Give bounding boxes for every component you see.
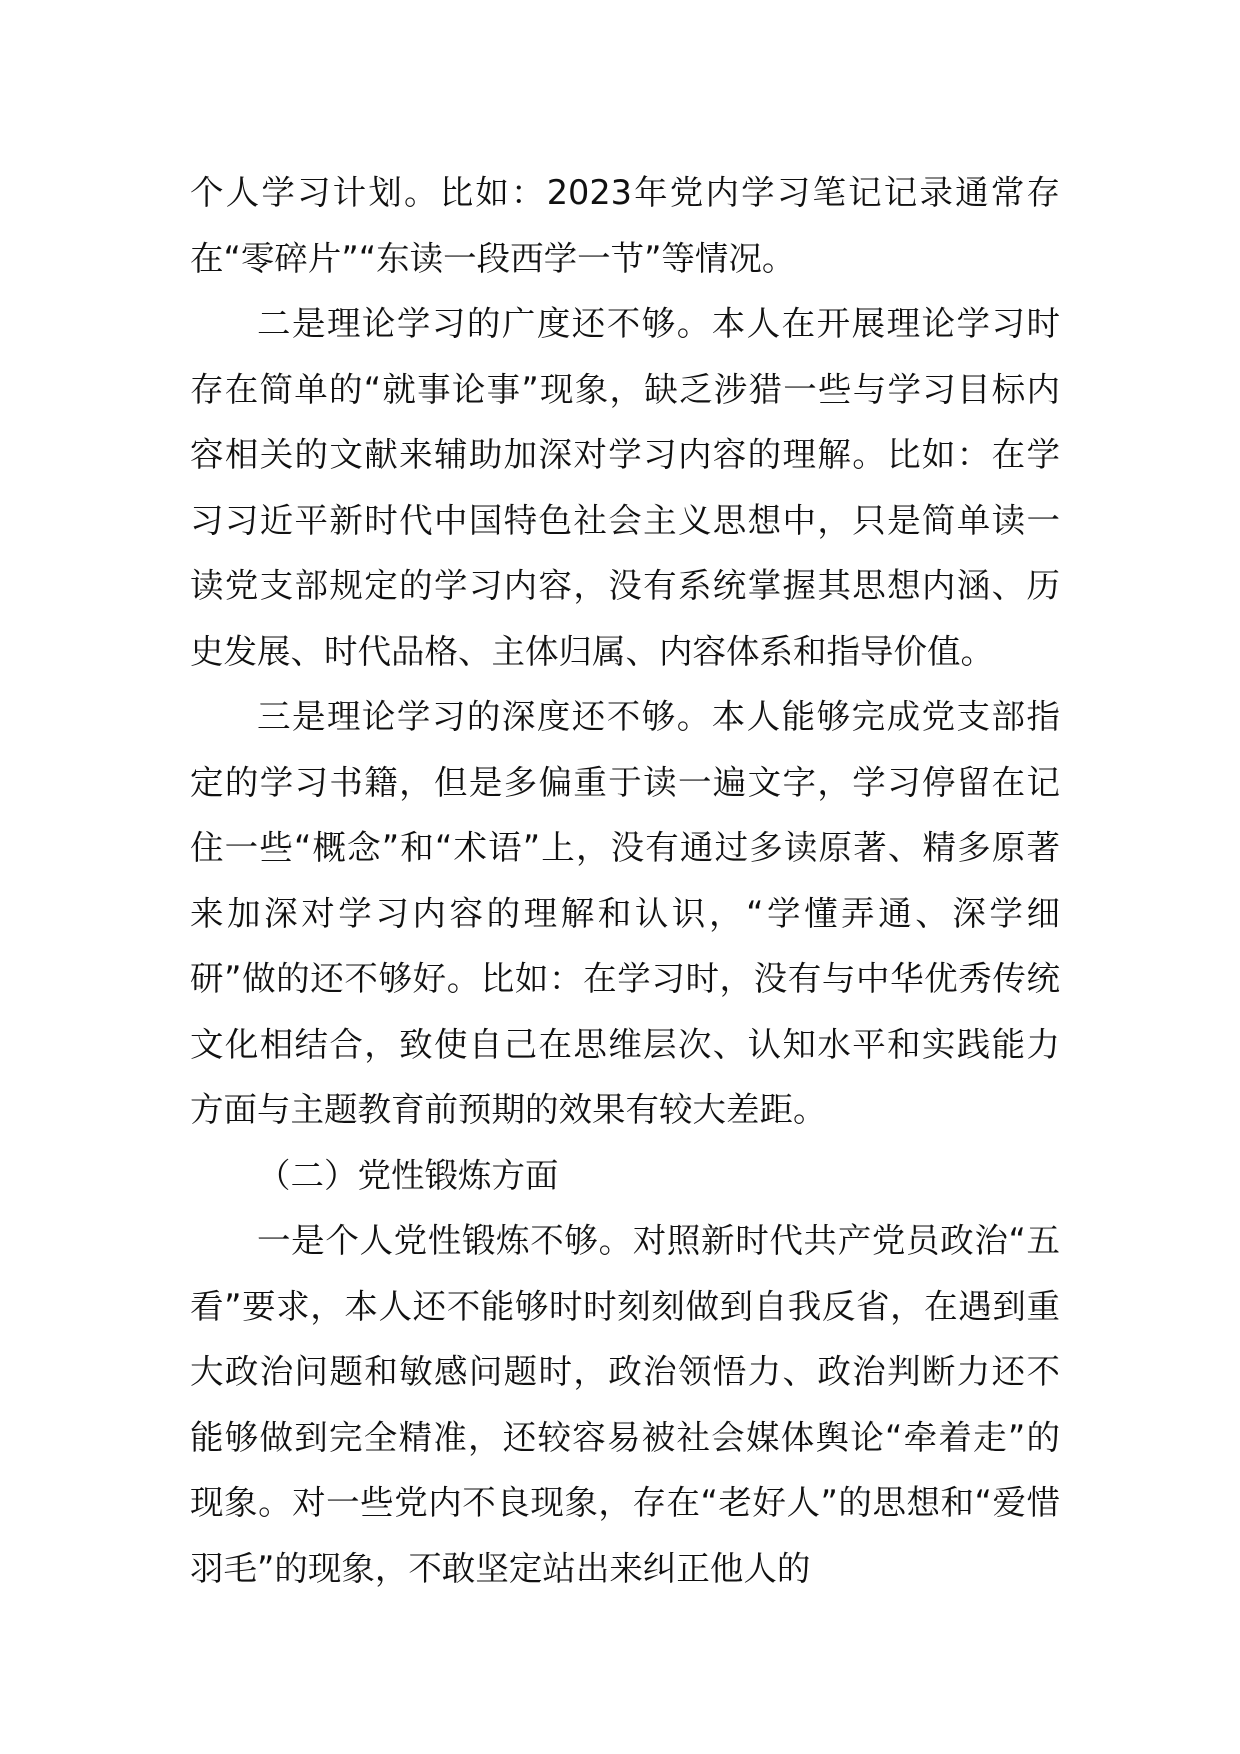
document-page bbox=[190, 160, 1060, 1601]
paragraph-party-spirit-training: 一是个人党性锻炼不够。对照新时代共产党员政治“五看”要求，本人还不能够时时刻刻做到自我反省，在遇到重大政治问题和敏感问题时，政治领悟力、政治判断力还不能够做到完全精准，还较容易被社会媒体舆论“牵着走”的现象。对一些党内不良现象，存在“老好人”的思想和“爱惜羽毛”的现象，不敢坚定站出来纠正他人的 bbox=[190, 1221, 1060, 1588]
paragraph-breadth-of-study: 二是理论学习的广度还不够。本人在开展理论学习时存在简单的“就事论事”现象，缺乏涉猎一些与学习目标内容相关的文献来辅助加深对学习内容的理解。比如：在学习习近平新时代中国特色社会主义思想中，只是简单读一读党支部规定的学习内容，没有系统掌握其思想内涵、历史发展、时代品格、主体归属、内容体系和指导价值。 bbox=[190, 304, 1060, 671]
section-heading-party-spirit: （二）党性锻炼方面 bbox=[257, 1155, 559, 1195]
paragraph-continuation: 个人学习计划。比如：2023年党内学习笔记记录通常存在“零碎片”“东读一段西学一节”等情况。 bbox=[190, 173, 1060, 278]
paragraph-depth-of-study: 三是理论学习的深度还不够。本人能够完成党支部指定的学习书籍，但是多偏重于读一遍文字，学习停留在记住一些“概念”和“术语”上，没有通过多读原著、精多原著来加深对学习内容的理解和认识，“学懂弄通、深学细研”做的还不够好。比如：在学习时，没有与中华优秀传统文化相结合，致使自己在思维层次、认知水平和实践能力方面与主题教育前预期的效果有较大差距。 bbox=[190, 697, 1060, 1129]
